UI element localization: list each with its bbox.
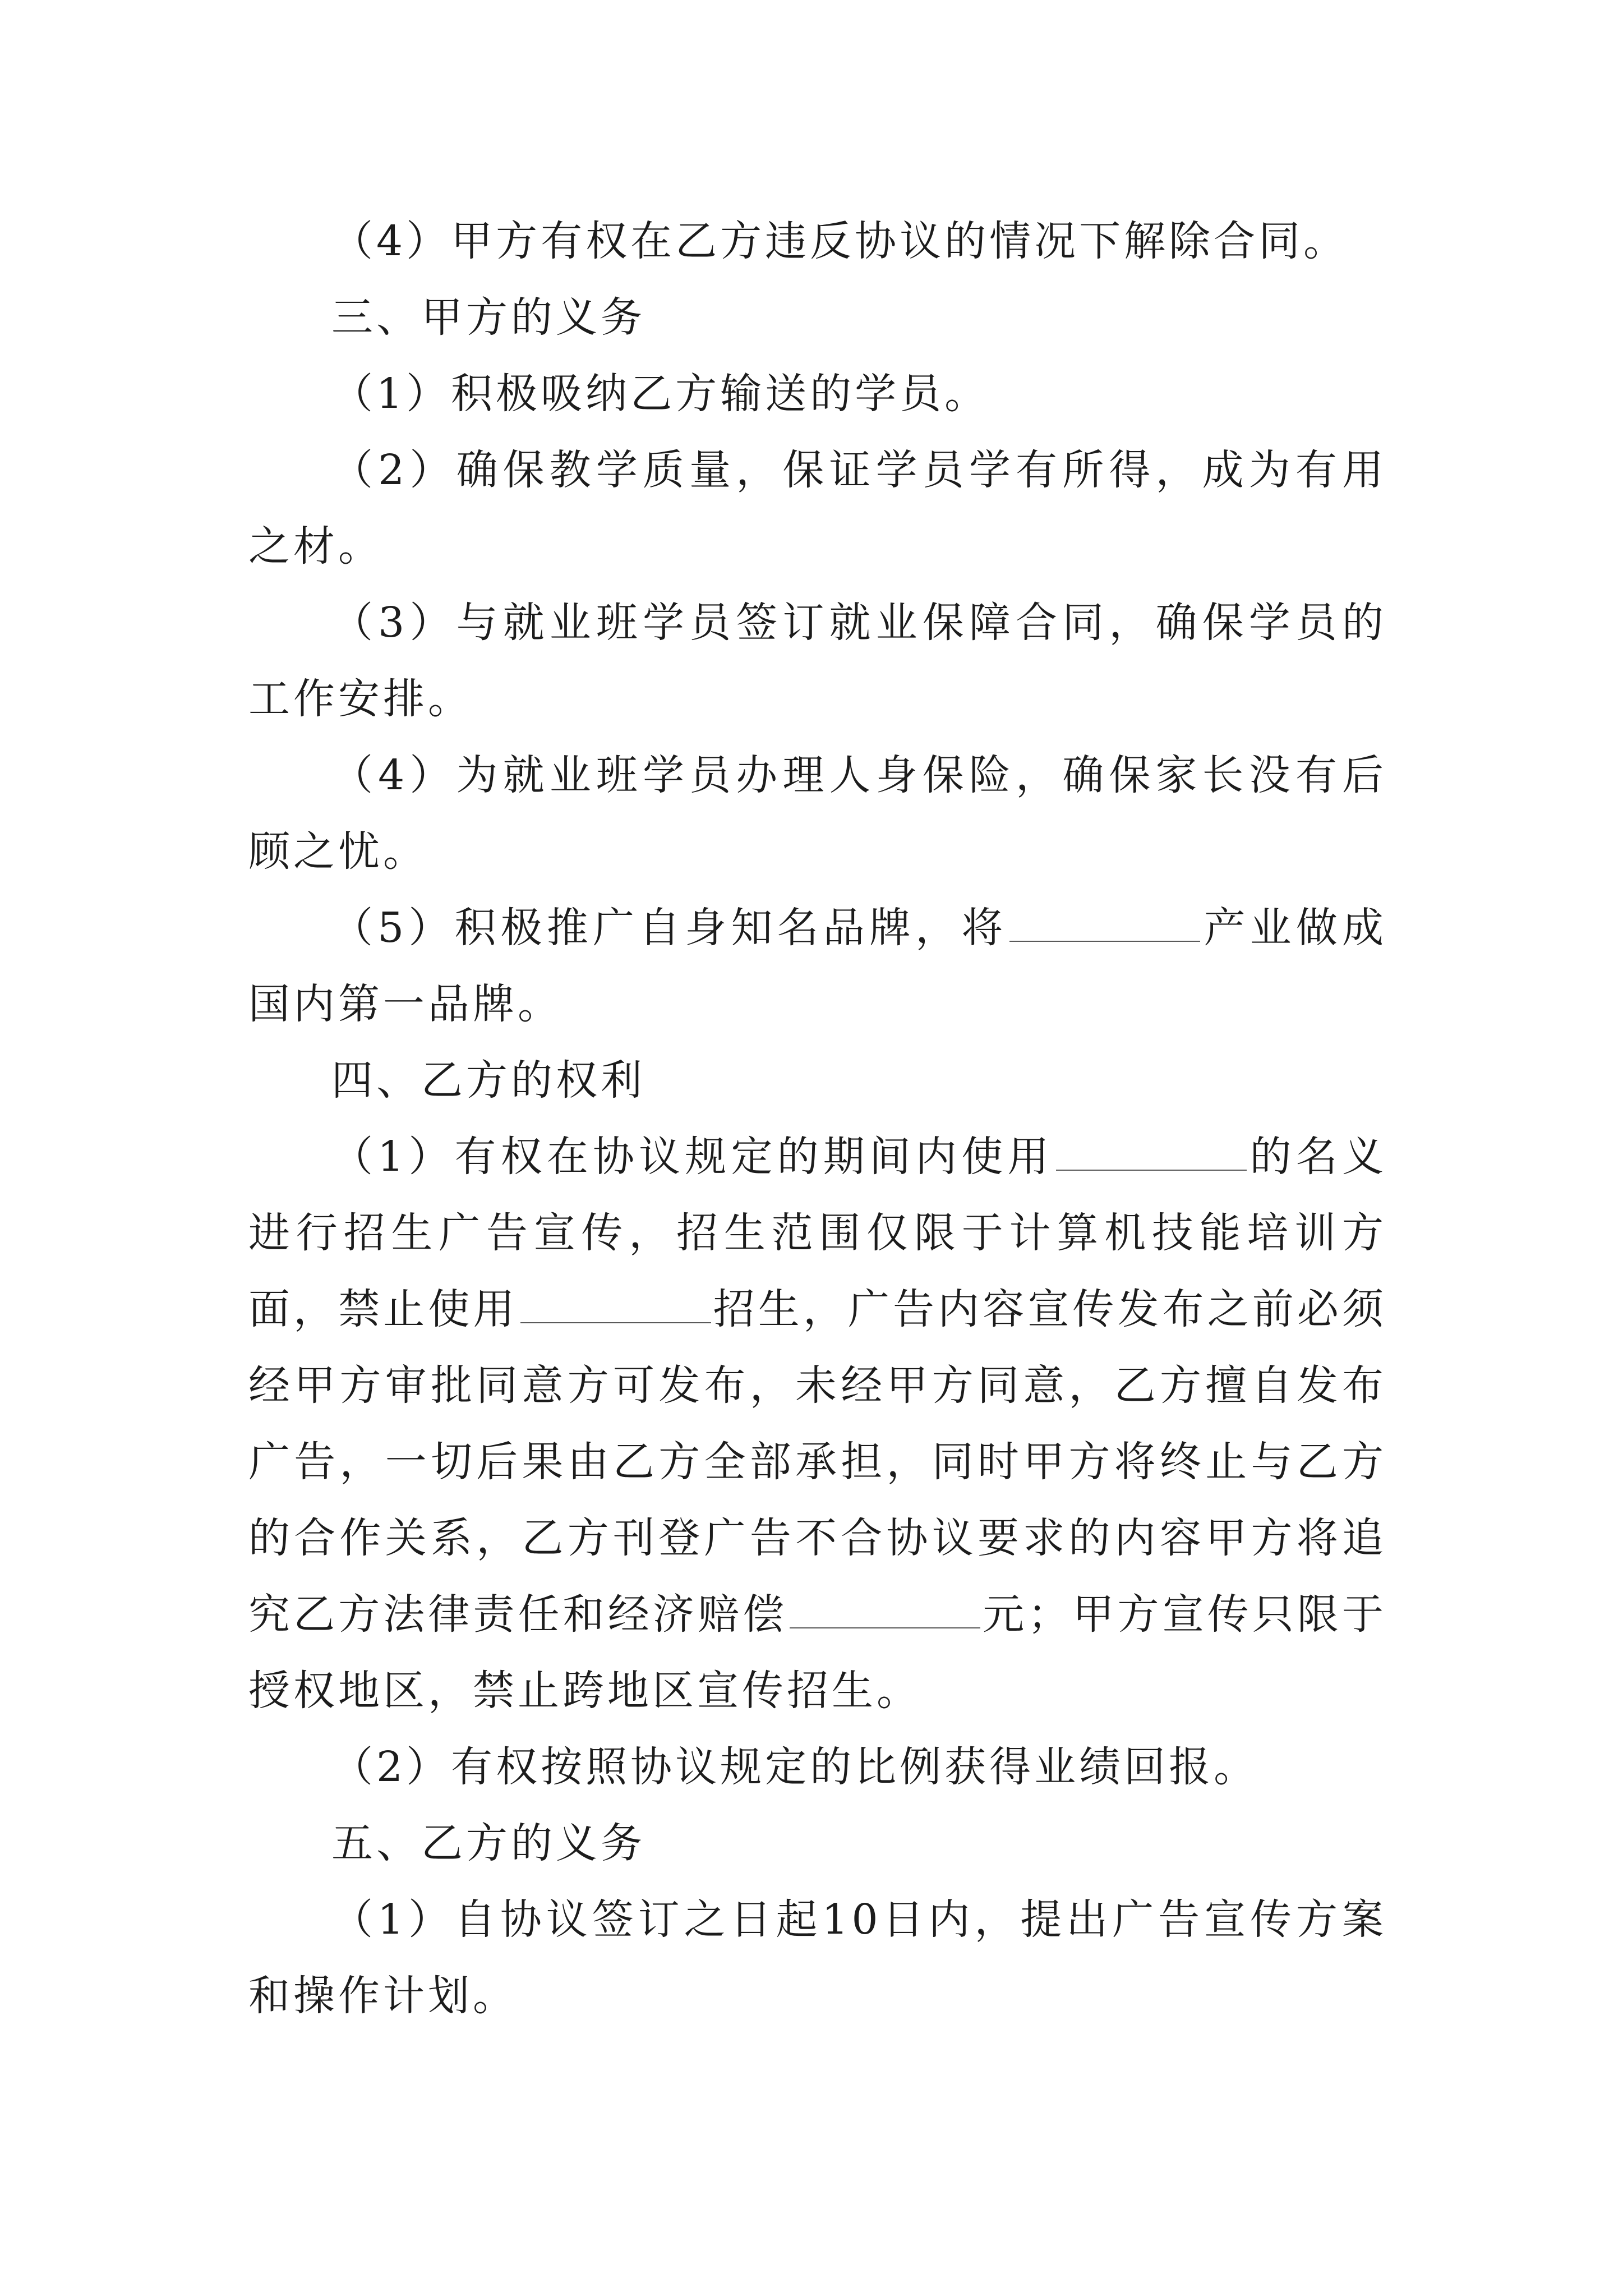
heading-text: 五、乙方的义务 <box>331 1819 645 1867</box>
paragraph-text: （3）与就业班学员签订就业保障合同，确保学员的工作安排。 <box>248 599 1387 723</box>
paragraph-text: （5）积极推广自身知名品牌，将 <box>331 904 1008 952</box>
paragraph-party-a-obligation-5 <box>248 890 1387 1042</box>
fill-in-blank <box>1009 907 1200 942</box>
paragraph-party-b-obligation-1 <box>248 1881 1387 2034</box>
paragraph-party-b-right-1 <box>248 1119 1387 1729</box>
paragraph-text: 的名义进行招生广告宣传，招生范围仅限于计算机技能培训方面，禁止使用 <box>248 1133 1387 1333</box>
section-heading-party-b-rights <box>248 1042 1387 1119</box>
paragraph-party-a-obligation-4 <box>248 737 1387 890</box>
document-body <box>248 203 1387 2034</box>
paragraph-text: 招生，广告内容宣传发布之前必须经甲方审批同意方可发布，未经甲方同意，乙方擅自发布广告，一切后果由乙方全部承担，同时甲方将终止与乙方的合作关系，乙方刊登广告不合协议要求的内容甲方将追究乙方法律责任和经济赔偿 <box>248 1285 1387 1639</box>
paragraph-text: 产业做成国内第一品牌。 <box>248 904 1387 1028</box>
heading-text: 四、乙方的权利 <box>331 1056 645 1105</box>
paragraph-text: （2）确保教学质量，保证学员学有所得，成为有用之材。 <box>248 446 1387 570</box>
heading-text: 三、甲方的义务 <box>331 293 645 342</box>
paragraph-text: （1）有权在协议规定的期间内使用 <box>331 1133 1054 1181</box>
section-heading-party-b-obligations <box>248 1805 1387 1881</box>
fill-in-blank <box>790 1594 980 1628</box>
paragraph-party-a-right-4 <box>248 203 1387 279</box>
paragraph-text: （1）自协议签订之日起10日内，提出广告宣传方案和操作计划。 <box>248 1895 1387 2020</box>
fill-in-blank <box>520 1289 711 1323</box>
paragraph-party-b-right-2 <box>248 1729 1387 1805</box>
paragraph-text: （2）有权按照协议规定的比例获得业绩回报。 <box>331 1743 1259 1791</box>
paragraph-text: 元；甲方宣传只限于授权地区，禁止跨地区宣传招生。 <box>248 1590 1387 1715</box>
paragraph-text: （1）积极吸纳乙方输送的学员。 <box>331 370 990 418</box>
paragraph-text: （4）为就业班学员办理人身保险，确保家长没有后顾之忧。 <box>248 751 1387 876</box>
paragraph-text: （4）甲方有权在乙方违反协议的情况下解除合同。 <box>331 217 1349 265</box>
paragraph-party-a-obligation-2 <box>248 432 1387 585</box>
paragraph-party-a-obligation-1 <box>248 356 1387 432</box>
section-heading-party-a-obligations <box>248 279 1387 356</box>
paragraph-party-a-obligation-3 <box>248 585 1387 737</box>
fill-in-blank <box>1056 1136 1247 1171</box>
